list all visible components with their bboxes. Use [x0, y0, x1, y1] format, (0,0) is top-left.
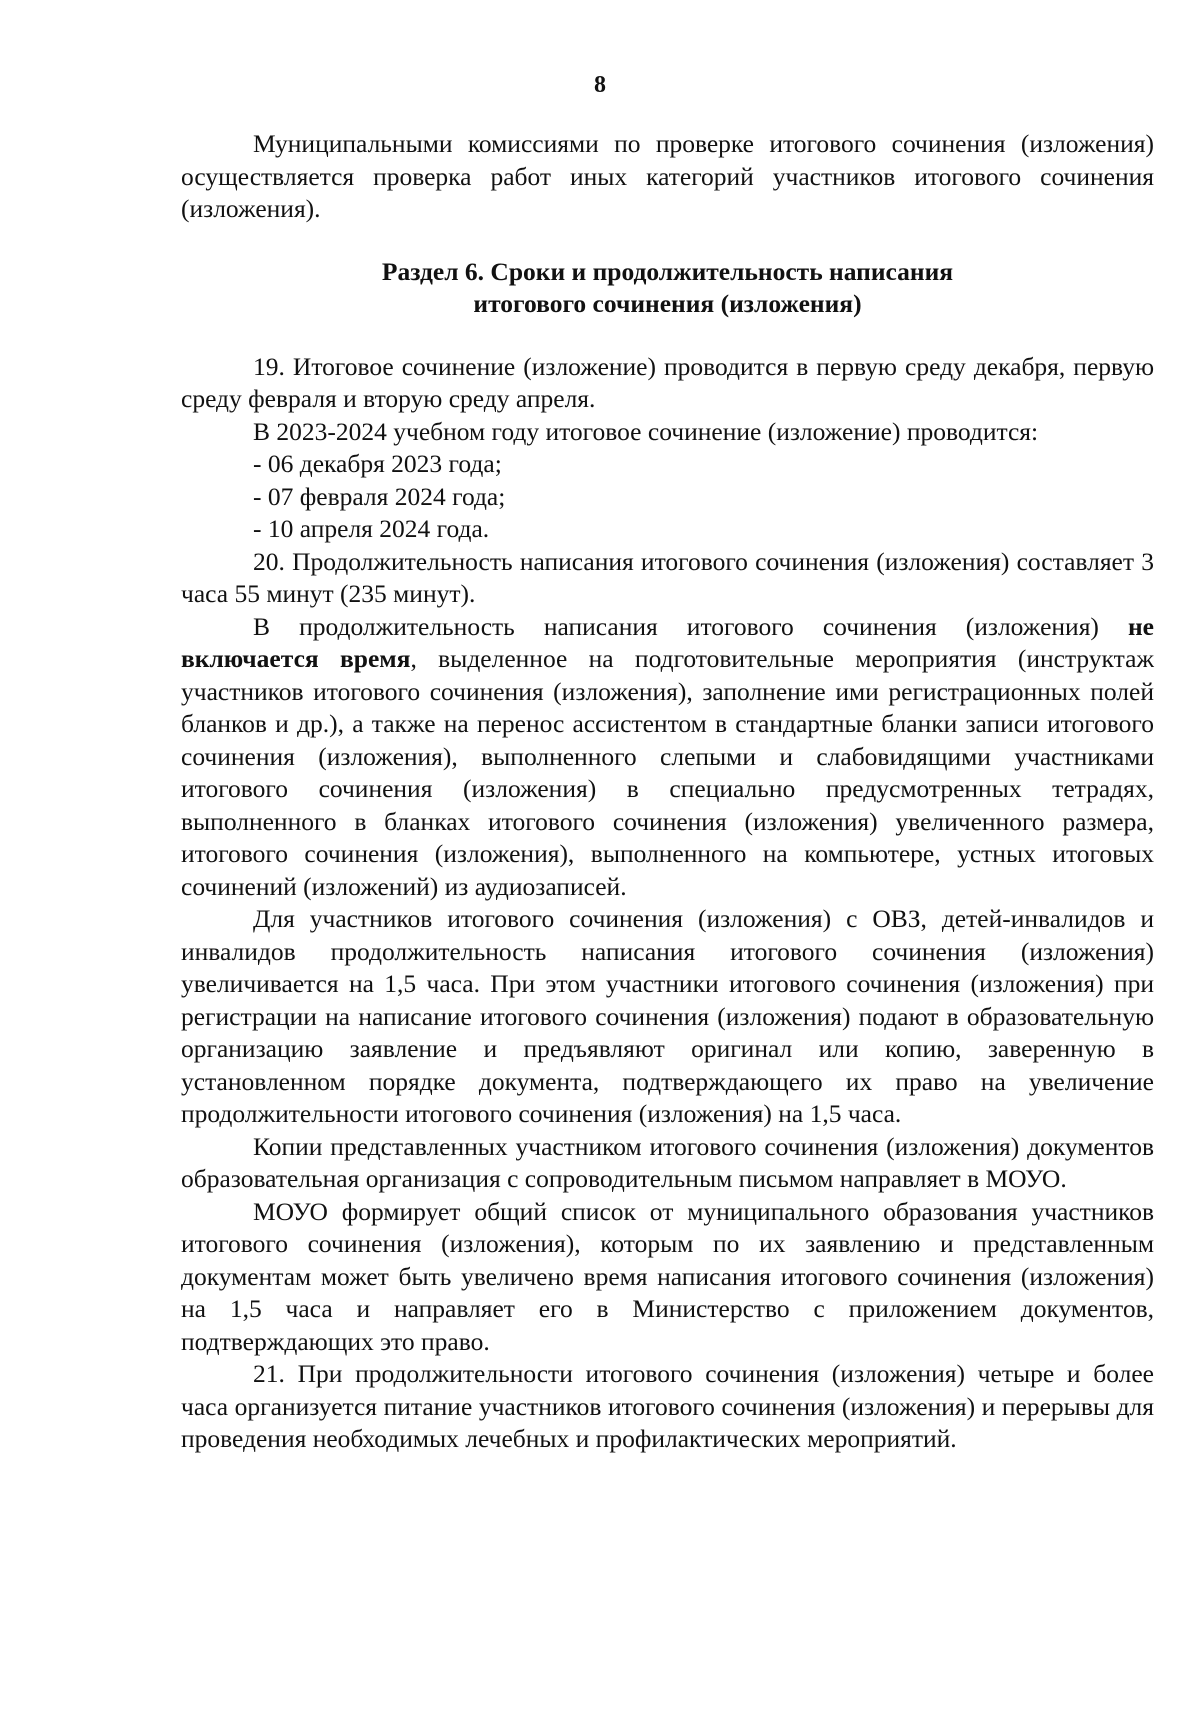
- excluded-time-lead: В продолжительность написания итогового сочинения (изложения): [253, 611, 1128, 641]
- item-21-paragraph: 21. При продолжительности итогового сочинения (изложения) четыре и более часа организуется питание участников итогового сочинения (изложения) и перерывы для проведения необходимых лечебных и профилактических мероприятий.: [181, 1359, 1154, 1453]
- ovz-paragraph: Для участников итогового сочинения (изложения) с ОВЗ, детей-инвалидов и инвалидов продолжительность написания итогового сочинения (изложения) увеличивается на 1,5 часа. При этом участники итогового сочинения (изложения) при регистрации на написание итогового сочинения (изложения) подают в образовательную организацию заявление и предъявляют оригинал или копию, заверенную в установленном порядке документа, подтверждающего их право на увеличение продолжительности итогового сочинения (изложения) на 1,5 часа.: [181, 904, 1154, 1128]
- item-19-paragraph: 19. Итоговое сочинение (изложение) проводится в первую среду декабря, первую среду февраля и вторую среду апреля.: [181, 351, 1154, 413]
- schedule-intro: В 2023-2024 учебном году итоговое сочинение (изложение) проводится:: [253, 416, 1039, 446]
- schedule-date-1: - 06 декабря 2023 года;: [253, 449, 502, 478]
- item-20-paragraph: 20. Продолжительность написания итогового сочинения (изложения) составляет 3 часа 55 минут (235 минут).: [181, 546, 1154, 608]
- excluded-time-paragraph: [181, 611, 1154, 904]
- excluded-time-rest: , выделенное на подготовительные мероприятия (инструктаж участников итогового сочинения (изложения), заполнение ими регистрационных полей бланков и др.), а также на перенос ассистентом в стандартные бланки записи итогового сочинения (изложения), выполненного слепыми и слабовидящими участниками итогового сочинения (изложения) в специально предусмотренных тетрадях, выполненного в бланках итогового сочинения (изложения) увеличенного размера, итогового сочинения (изложения), выполненного на компьютере, устных итоговых сочинений (изложений) из аудиозаписей.: [181, 644, 1155, 901]
- section-heading: [181, 256, 1154, 321]
- section-heading-line-1: Раздел 6. Сроки и продолжительность написания: [381, 256, 954, 286]
- intro-paragraph: Муниципальными комиссиями по проверке итогового сочинения (изложения) осуществляется проверка работ иных категорий участников итогового сочинения (изложения).: [181, 129, 1154, 223]
- excluded-time-emphasis: не включается время: [181, 611, 1154, 673]
- page-content: [181, 128, 1154, 1456]
- schedule-date-2: - 07 февраля 2024 года;: [253, 481, 506, 511]
- mouo-paragraph: МОУО формирует общий список от муниципального образования участников итогового сочинения (изложения), которым по их заявлению и представленным документам может быть увеличено время написания итогового сочинения (изложения) на 1,5 часа и направляет его в Министерство с приложением документов, подтверждающих это право.: [181, 1196, 1154, 1356]
- section-heading-line-2: итогового сочинения (изложения): [473, 289, 862, 318]
- schedule-date-3: - 10 апреля 2024 года.: [253, 514, 490, 543]
- copies-paragraph: Копии представленных участником итогового сочинения (изложения) документов образовательная организация с сопроводительным письмом направляет в МОУО.: [181, 1131, 1154, 1193]
- page-number: 8: [594, 72, 606, 98]
